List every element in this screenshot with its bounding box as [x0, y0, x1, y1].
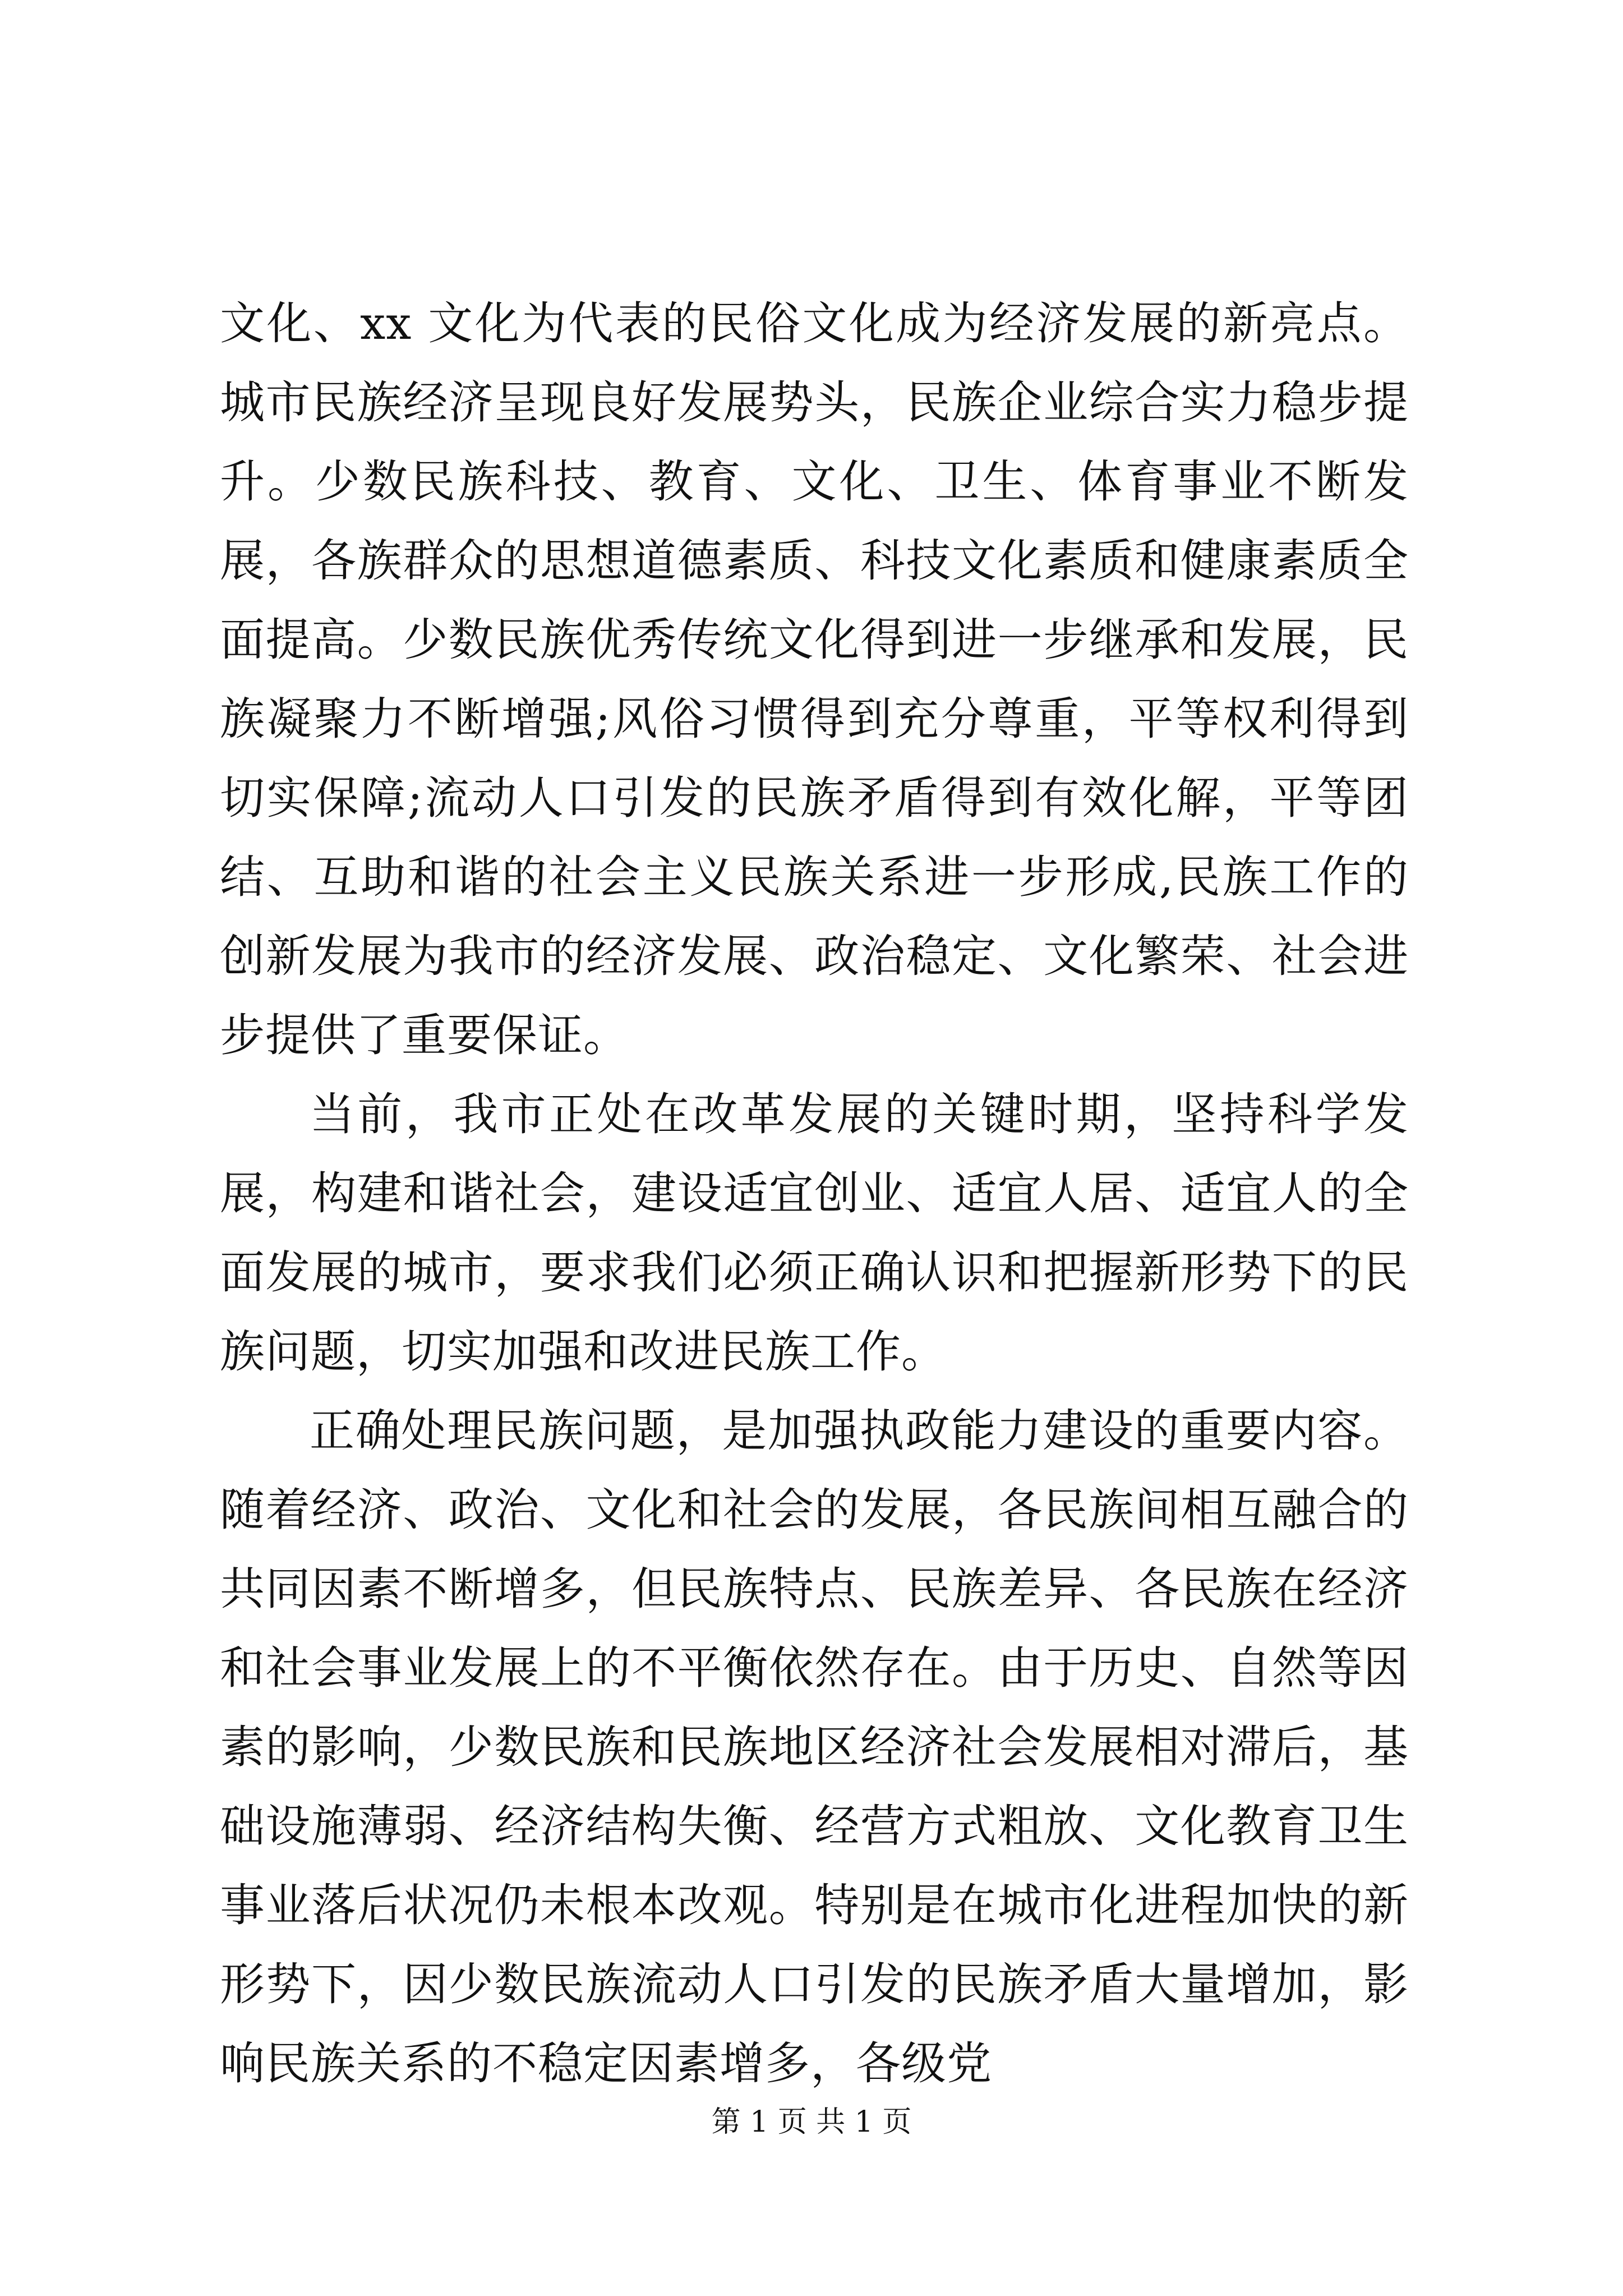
document-body — [220, 284, 1409, 2103]
paragraph-3: 正确处理民族问题，是加强执政能力建设的重要内容。随着经济、政治、文化和社会的发展，各民族间相互融合的共同因素不断增多，但民族特点、民族差异、各民族在经济和社会事业发展上的不平衡依然存在。由于历史、自然等因素的影响，少数民族和民族地区经济社会发展相对滞后，基础设施薄弱、经济结构失衡、经营方式粗放、文化教育卫生事业落后状况仍未根本改观。特别是在城市化进程加快的新形势下，因少数民族流动人口引发的民族矛盾大量增加，影响民族关系的不稳定因素增多，各级党 — [220, 1405, 1409, 2090]
paragraph-2: 当前，我市正处在改革发展的关键时期，坚持科学发展，构建和谐社会，建设适宜创业、适宜人居、适宜人的全面发展的城市，要求我们必须正确认识和把握新形势下的民族问题，切实加强和改进民族工作。 — [220, 1088, 1409, 1378]
page-footer — [0, 2102, 1623, 2142]
paragraph-1: 文化、xx 文化为代表的民俗文化成为经济发展的新亮点。城市民族经济呈现良好发展势头，民族企业综合实力稳步提升。少数民族科技、教育、文化、卫生、体育事业不断发展，各族群众的思想道德素质、科技文化素质和健康素质全面提高。少数民族优秀传统文化得到进一步继承和发展，民族凝聚力不断增强;风俗习惯得到充分尊重，平等权利得到切实保障;流动人口引发的民族矛盾得到有效化解，平等团结、互助和谐的社会主义民族关系进一步形成,民族工作的创新发展为我市的经济发展、政治稳定、文化繁荣、社会进步提供了重要保证。 — [220, 297, 1409, 1061]
page-number-label: 第 1 页 共 1 页 — [711, 2105, 912, 2139]
